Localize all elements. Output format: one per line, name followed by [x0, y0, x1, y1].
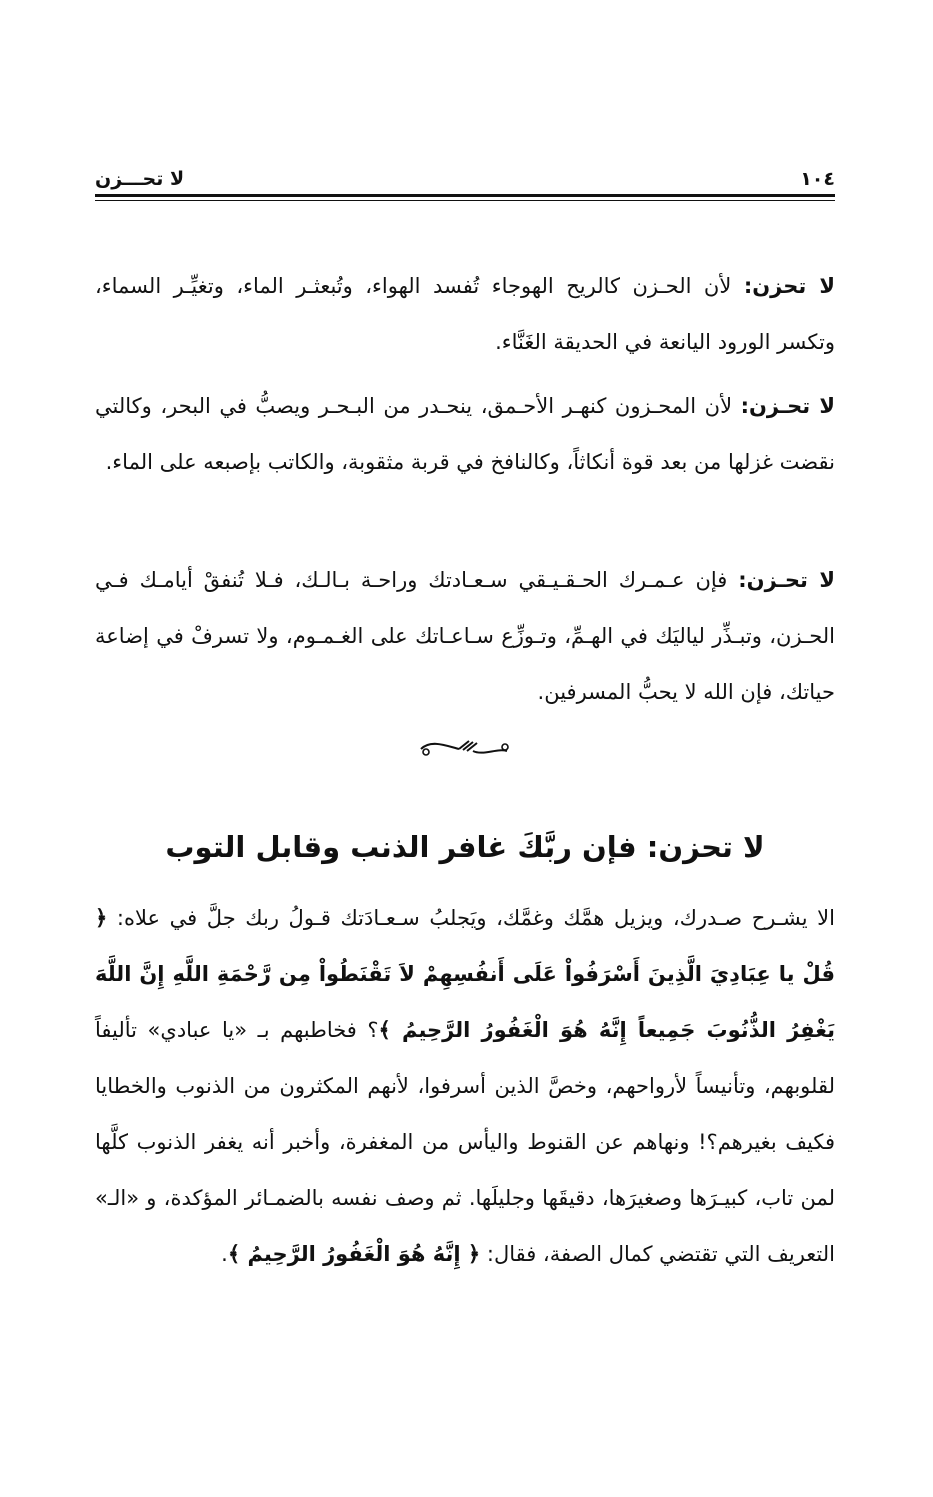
section-title: لا تحزن: فإن ربَّكَ غافر الذنب وقابل التوب [165, 830, 765, 864]
section-body [95, 890, 835, 1282]
header-rule-thick [95, 194, 835, 197]
paragraph-3 [95, 552, 835, 720]
paragraph-2 [95, 378, 835, 490]
paragraph-1 [95, 258, 835, 370]
paragraph-lead: لا تحـزن: [738, 568, 836, 592]
flourish-ornament-icon [417, 734, 513, 764]
page-number: ١٠٤ [800, 168, 835, 190]
paragraph-text: لأن الحـزن كالريح الهوجاء تُفسد الهواء، وتُبعثـر الماء، وتغيِّـر السماء، وتكسر الورود اليانعة في الحديقة الغَنَّاء. [95, 274, 835, 354]
book-page [95, 0, 835, 1497]
section-text-1: الا يشـرح صـدرك، ويزيل همَّك وغمَّك، ويَجلبُ سـعـادَتك قـولُ ربك جلَّ في علاه: [107, 906, 835, 930]
paragraph-text: فإن عـمـرك الحـقـيـقي سـعـادتك وراحـة بـالـك، فـلا تُنفقْ أيامـك فـي الحـزن، وتبـذِّر لياليَك في الهـمِّ، وتـوزِّع سـاعـاتك على الغـمـوم، ولا تسرفْ في إضاعة حياتك، فإن الله لا يحبُّ المسرفين. [95, 568, 835, 704]
quran-verse-2: ﴿ إِنَّهُ هُوَ الْغَفُورُ الرَّحِيمُ ﴾ [227, 1242, 481, 1266]
page-header [95, 160, 835, 190]
paragraph-text: لأن المحـزون كنهـر الأحـمق، ينحـدر من البـحـر ويصبُّ في البحر، وكالتي نقضت غزلها من بعد قوة أنكاثاً، وكالنافخ في قربة مثقوبة، والكاتب بإصبعه على الماء. [95, 394, 835, 474]
section-text-2: ؟ فخاطبهم بـ «يا عبادي» تأليفاً لقلوبهم، وتأنيساً لأرواحهم، وخصَّ الذين أسرفوا، لأنهم المكثرون من الذنوب والخطايا فكيف بغيرهم؟! ونهاهم عن القنوط واليأس من المغفرة، وأخبر أنه يغفر الذنوب كلَّها لمن تاب، كبيـرَها وصغيرَها، دقيقَها وجليلَها. ثم وصف نفسه بالضمـائر المؤكدة، و «الـ» التعريف التي تقتضي كمال الصفة، فقال: [95, 1018, 835, 1266]
section-text-3: . [221, 1242, 228, 1266]
paragraph-lead: لا تحزن: [743, 274, 835, 298]
paragraph-lead: لا تحـزن: [740, 394, 836, 418]
header-rule-thin [95, 200, 835, 201]
running-title: لا تحـــزن [95, 168, 185, 190]
quran-verse-1: ﴿ قُلْ يا عِبَادِيَ الَّذِينَ أَسْرَفُواْ عَلَى أَنفُسِهِمْ لاَ تَقْنَطُواْ مِن رَّحْمَةِ اللَّهِ إِنَّ اللَّهَ يَغْفِرُ الذُّنُوبَ جَمِيعاً إِنَّهُ هُوَ الْغَفُورُ الرَّحِيمُ ﴾ [95, 906, 835, 1042]
